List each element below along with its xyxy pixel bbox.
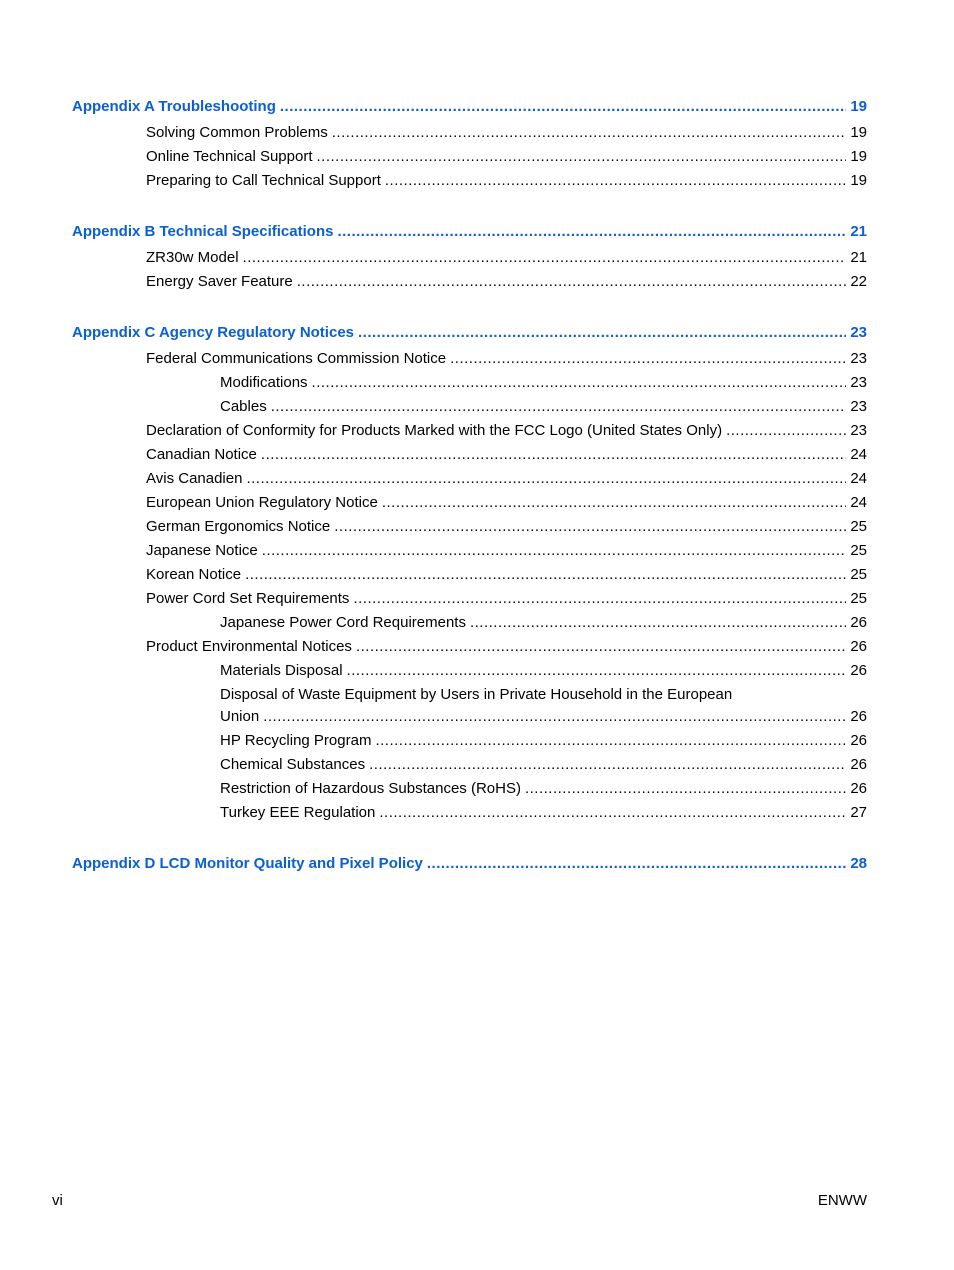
- dot-leader: [332, 122, 847, 144]
- toc-entry[interactable]: [72, 271, 867, 295]
- toc-page-number: 26: [850, 780, 867, 797]
- toc-entry-title: Declaration of Conformity for Products Marked with the FCC Logo (United States Only): [146, 422, 723, 439]
- toc-entry-title: Materials Disposal: [220, 662, 343, 679]
- toc-subentry-wrapped-line[interactable]: Disposal of Waste Equipment by Users in Private Household in the European: [220, 686, 733, 703]
- toc-entry[interactable]: [72, 348, 867, 372]
- section-gap: [72, 194, 867, 221]
- toc-page-number: 23: [850, 324, 867, 341]
- toc-entry-title: Online Technical Support: [146, 148, 313, 165]
- toc-entry-title: Modifications: [220, 374, 308, 391]
- toc-entry-title: Union: [220, 708, 260, 725]
- toc-page-number: 27: [850, 804, 867, 821]
- toc-entry-title: Power Cord Set Requirements: [146, 590, 350, 607]
- toc-page-number: 26: [850, 662, 867, 679]
- toc-page-number: 25: [850, 542, 867, 559]
- toc-page-number: 26: [850, 614, 867, 631]
- toc-entry[interactable]: [72, 540, 867, 564]
- toc-heading-appendix-d[interactable]: [72, 853, 867, 879]
- toc-entry[interactable]: [72, 247, 867, 271]
- toc-page-number: 28: [850, 855, 867, 872]
- toc-page-number: 23: [850, 374, 867, 391]
- toc-subentry[interactable]: [72, 754, 867, 778]
- dot-leader: [375, 730, 846, 752]
- toc-entry-title: Korean Notice: [146, 566, 242, 583]
- toc-entry-title: Japanese Notice: [146, 542, 258, 559]
- toc-page-number: 24: [850, 494, 867, 511]
- dot-leader: [334, 516, 846, 538]
- toc-subentry[interactable]: [72, 778, 867, 802]
- dot-leader: [385, 170, 846, 192]
- toc-entry-title: ZR30w Model: [146, 249, 239, 266]
- toc-entry-title: Cables: [220, 398, 267, 415]
- toc-entry-title: Avis Canadien: [146, 470, 243, 487]
- toc-page-number: 26: [850, 756, 867, 773]
- toc-page-number: 23: [850, 422, 867, 439]
- toc-entry-title: Solving Common Problems: [146, 124, 328, 141]
- toc-entry[interactable]: [72, 170, 867, 194]
- dot-leader: [245, 564, 846, 586]
- toc-entry[interactable]: [72, 146, 867, 170]
- dot-leader: [358, 322, 846, 344]
- table-of-contents: [72, 96, 867, 879]
- toc-entry-title: Canadian Notice: [146, 446, 257, 463]
- dot-leader: [470, 612, 846, 634]
- toc-page-number: 22: [850, 273, 867, 290]
- toc-heading-title: Appendix B Technical Specifications: [72, 223, 334, 240]
- dot-leader: [337, 221, 846, 243]
- dot-leader: [347, 660, 847, 682]
- toc-page-number: 24: [850, 446, 867, 463]
- toc-page-number: 26: [850, 708, 867, 725]
- section-gap: [72, 826, 867, 853]
- toc-entry-title: European Union Regulatory Notice: [146, 494, 378, 511]
- toc-page-number: 24: [850, 470, 867, 487]
- toc-page-number: 19: [850, 124, 867, 141]
- toc-entry-title: German Ergonomics Notice: [146, 518, 331, 535]
- dot-leader: [243, 247, 847, 269]
- dot-leader: [450, 348, 846, 370]
- toc-heading-title: Appendix C Agency Regulatory Notices: [72, 324, 354, 341]
- dot-leader: [280, 96, 846, 118]
- toc-subentry[interactable]: [72, 612, 867, 636]
- toc-entry-title: Federal Communications Commission Notice: [146, 350, 447, 367]
- toc-entry[interactable]: [72, 444, 867, 468]
- dot-leader: [297, 271, 847, 293]
- toc-subentry[interactable]: [72, 372, 867, 396]
- toc-page-number: 26: [850, 732, 867, 749]
- dot-leader: [262, 540, 847, 562]
- dot-leader: [356, 636, 846, 658]
- toc-page-number: 26: [850, 638, 867, 655]
- toc-entry[interactable]: [72, 564, 867, 588]
- toc-page-number: 21: [850, 249, 867, 266]
- dot-leader: [525, 778, 846, 800]
- toc-heading-appendix-a[interactable]: [72, 96, 867, 122]
- toc-entry[interactable]: [72, 492, 867, 516]
- toc-entry[interactable]: [72, 122, 867, 146]
- toc-entry-title: Energy Saver Feature: [146, 273, 293, 290]
- toc-page-number: 23: [850, 398, 867, 415]
- toc-subentry[interactable]: [72, 660, 867, 684]
- footer-document-code: ENWW: [817, 1192, 867, 1209]
- section-gap: [72, 295, 867, 322]
- toc-page-number: 25: [850, 590, 867, 607]
- toc-entry-title: Turkey EEE Regulation: [220, 804, 376, 821]
- toc-heading-appendix-b[interactable]: [72, 221, 867, 247]
- toc-entry-title: Restriction of Hazardous Substances (RoHS): [220, 780, 521, 797]
- dot-leader: [382, 492, 847, 514]
- toc-entry[interactable]: [72, 468, 867, 492]
- toc-page-number: 19: [850, 148, 867, 165]
- toc-entry[interactable]: [72, 588, 867, 612]
- toc-page-number: 19: [850, 172, 867, 189]
- toc-subentry[interactable]: [72, 396, 867, 420]
- toc-subentry[interactable]: [72, 730, 867, 754]
- toc-subentry[interactable]: [72, 706, 867, 730]
- dot-leader: [261, 444, 846, 466]
- toc-page-number: 21: [850, 223, 867, 240]
- toc-heading-title: Appendix D LCD Monitor Quality and Pixel Policy: [72, 855, 423, 872]
- dot-leader: [726, 420, 846, 442]
- toc-entry-title: Chemical Substances: [220, 756, 366, 773]
- dot-leader: [379, 802, 846, 824]
- toc-page-number: 23: [850, 350, 867, 367]
- dot-leader: [271, 396, 847, 418]
- toc-entry-title: Product Environmental Notices: [146, 638, 352, 655]
- dot-leader: [263, 706, 846, 728]
- toc-page-number: 25: [850, 566, 867, 583]
- dot-leader: [353, 588, 846, 610]
- dot-leader: [369, 754, 846, 776]
- toc-entry-title: HP Recycling Program: [220, 732, 372, 749]
- toc-heading-title: Appendix A Troubleshooting: [72, 98, 276, 115]
- toc-page-number: 19: [850, 98, 867, 115]
- toc-subentry[interactable]: [72, 802, 867, 826]
- footer-page-number: vi: [52, 1192, 63, 1209]
- toc-entry[interactable]: [72, 636, 867, 660]
- toc-heading-appendix-c[interactable]: [72, 322, 867, 348]
- toc-entry-title: Japanese Power Cord Requirements: [220, 614, 466, 631]
- dot-leader: [246, 468, 846, 490]
- dot-leader: [427, 853, 846, 875]
- toc-entry[interactable]: [72, 516, 867, 540]
- dot-leader: [312, 372, 847, 394]
- toc-page-number: 25: [850, 518, 867, 535]
- toc-entry[interactable]: [72, 420, 867, 444]
- dot-leader: [317, 146, 847, 168]
- toc-entry-title: Preparing to Call Technical Support: [146, 172, 381, 189]
